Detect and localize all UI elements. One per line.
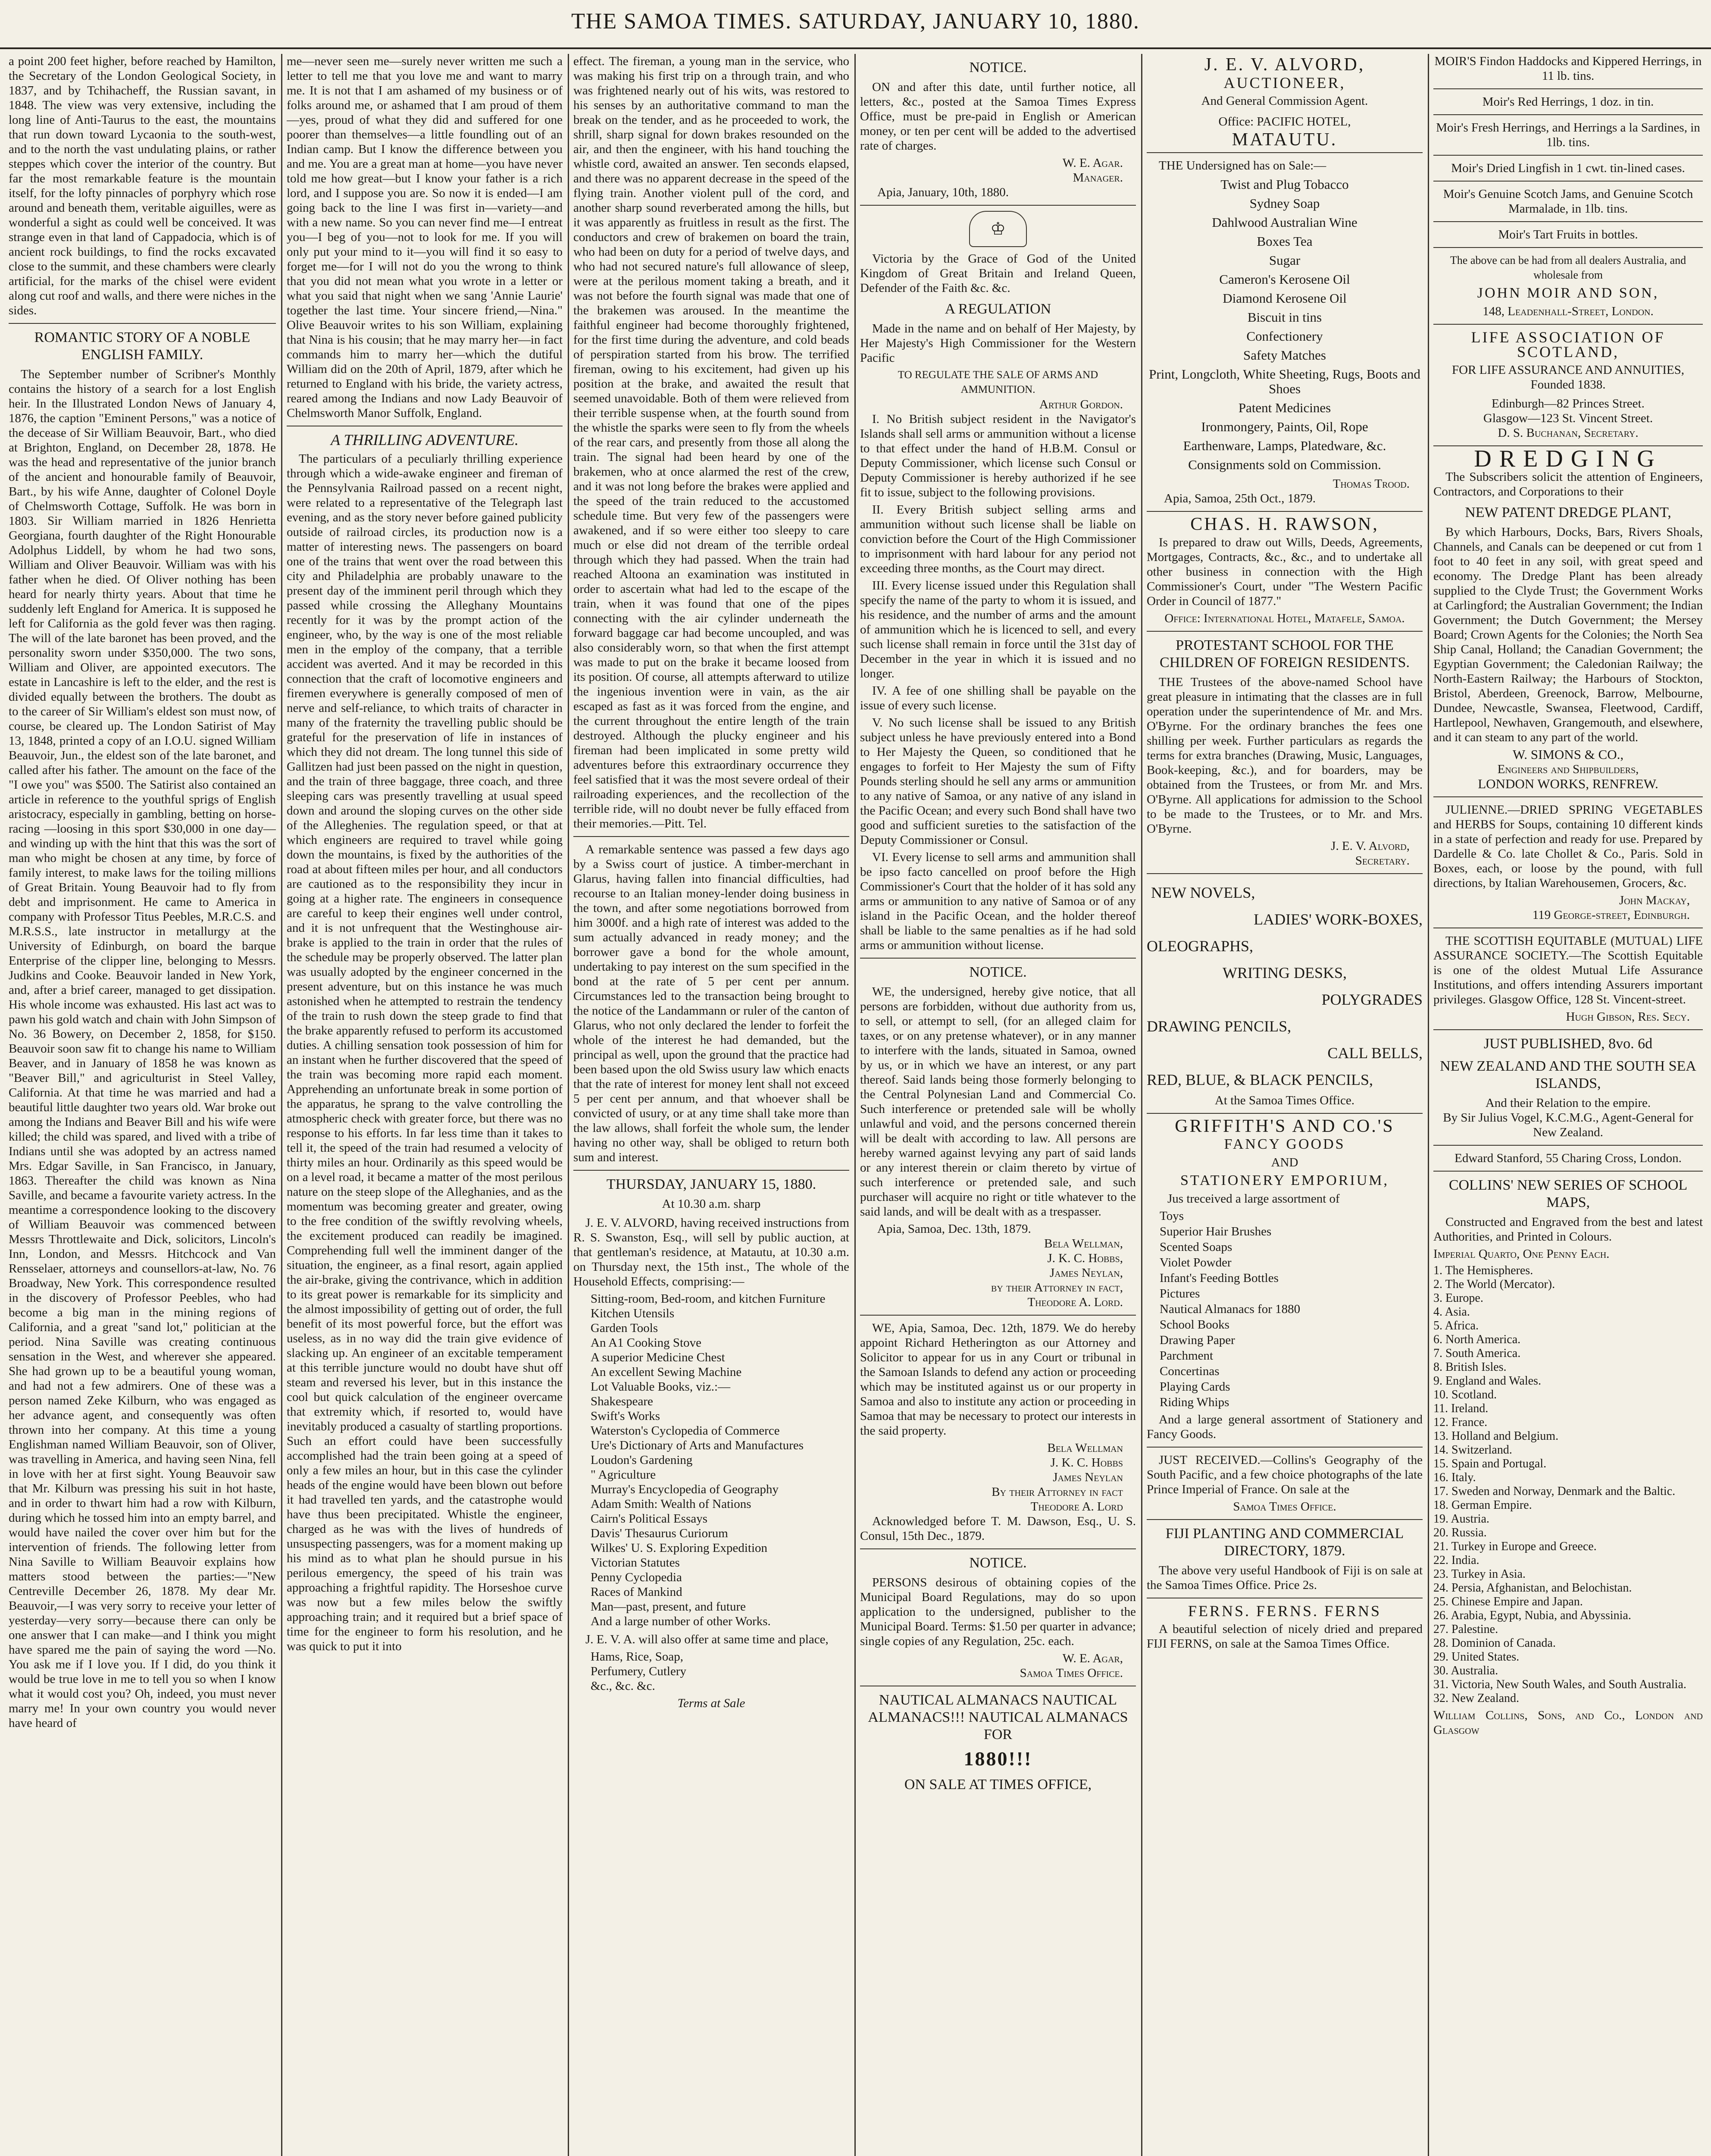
divider [1433,155,1703,156]
auction-item: A superior Medicine Chest [591,1351,725,1364]
trood-item: Print, Longcloth, White Sheeting, Rugs, Boots and Shoes [1149,367,1420,396]
article-paragraph: effect. The fireman, a young man in the service, who was making his first trip on a through train, and who was frightened nearly out of his wits, was restored to his senses by an authoritative command to man the break on the tender, and as he proceeded to work, the shrill, sharp signal for down brakes resounded on the air, and then the engineer, with his hand touching the whistle cord, awaited an answer. Ten seconds elapsed, and there was no apparent decrease in the speed of the flying train. Another violent pull of the cord, and another sharp sound reverberated among the hills, but it was apparently as fruitless in result as the first. The conductors and crew of brakemen on board the train, who had been on duty for a period of twelve days, and who had not secured nature's full allowance of sleep, were at the perilous moment taking a breath, and it was not before the fourth signal was made that one of the brakemen was aroused. In the meantime the faithful engineer had become thoroughly frightened, for the first time during the adventure, and cold beads of perspiration started from his brow. The terrified fireman, owing to his excitement, had given up his position at the brake, and awaited the result that seemed unavoidable. Both of them were relieved from their terrible suspense when, at the fourth sound from the whistle the sparks were seen to fly from the wheels of the rear cars, and presently from those all along the train. The signal had been heard by one of the brakemen, who at once alarmed the rest of the crew, and it was not long before the brakes were applied and the speed of the train reduced to the accustomed schedule time. But very few of the passengers were awakened, and if so were either too sleepy to care much or else did not dream of the terrible ordeal through which they had passed. When the train had reached Altoona an examination was instituted in order to ascertain what had led to the escape of the train, when it was found that one of the pipes connecting with the air cylinder underneath the forward baggage car had become uncoupled, and was also considerably worn, so that when the first attempt was made to put on the brake it became loosed from its position. Of course, all attempts afterward to utilize the ingenious invention were in vain, as the air escaped as fast as it was forced from the engine, and the current throughout the entire length of the train destroyed. Although the plucky engineer and his fireman had been implicated in some pretty wild adventures before this extraordinary occurrence they feel satisfied that it was the most severe ordeal of their railroading experiences, and the recollection of the terrible ride, will no doubt never be fully effaced from their memories.—Pitt. Tel. [573,54,849,830]
griffith-item: Playing Cards [1160,1380,1230,1394]
maps-item: 20. Russia. [1433,1526,1487,1539]
notice-signature: Bela Wellman, [1044,1237,1123,1250]
trood-item: Boxes Tea [1257,234,1313,249]
novels-item: DRAWING PENCILS, [1147,1018,1292,1035]
divider [1433,1029,1703,1030]
school-role: Secretary. [1355,854,1410,868]
moir-item: Moir's Red Herrings, 1 doz. in tin. [1482,95,1654,109]
just-published: JUST PUBLISHED, 8vo. 6d [1483,1036,1653,1052]
divider [1433,1171,1703,1172]
dredging-title: DREDGING [1474,445,1662,472]
ferns-title: FERNS. FERNS. FERNS [1188,1602,1382,1620]
rawson-office: Office: International Hotel, Matafele, Samoa. [1164,611,1405,625]
novels-at: At the Samoa Times Office. [1214,1094,1355,1107]
divider [1147,1113,1423,1114]
royal-coat-of-arms-icon: ♔ [969,211,1027,247]
griffith-sub: FANCY GOODS [1224,1136,1345,1152]
novels-item: POLYGRADES [1321,991,1423,1008]
notice-text: WE, the undersigned, hereby give notice, that all persons are forbidden, without due authority from us, to sell, or attempt to sell, (for an alleged claim for taxes, or on any pretense whatever), or in any manner to interfere with the lands, situated in Samoa, owned by us, or in which we have an interest, or any part thereof. Said lands being those formerly belonging to the Central Polynesian Land and Commercial Co. Such interference or pretended sale will be wholly unlawful and void, and the persons concerned therein will be dealt with according to law. All persons are hereby warned against levying any part of said lands or any interest therein or claim thereto by virtue of such interference or pretended sale, and such purchaser will acquire no right or title whatever to the said lands, and will be dealt with as a trespasser. [860,985,1136,1219]
griffith-item: Parchment [1160,1349,1214,1363]
divider [860,1315,1136,1316]
maps-item: 15. Spain and Portugal. [1433,1457,1547,1470]
griffith-item: Concertinas [1160,1364,1220,1378]
regulation-clause: V. No such license shall be issued to any British subject unless he have previously entered into a Bond to Her Majesty the Queen, so conditioned that he engages to forfeit to Her Majesty the sum of Fifty Pounds sterling should he sell any arms or ammunition to any native of Samoa, or any native of any island in the Pacific Ocean; and every such Bond shall have two good and sufficient sureties to the satisfaction of the Deputy Commissioner or Consul. [860,716,1136,847]
auction-intro: J. E. V. ALVORD, having received instructions from R. S. Swanston, Esq., will sell by public auction, at that gentleman's residence, at Matautu, at 10.30 a.m. on Thursday next, the 15th inst., The whole of the Household Effects, comprising:— [573,1216,849,1288]
alvord-place: MATAUTU. [1232,130,1338,150]
life-title: LIFE ASSOCIATION OF SCOTLAND, [1471,329,1665,360]
moir-address: 148, Leadenhall-Street, London. [1483,304,1654,318]
fiji-title: FIJI PLANTING AND COMMERCIAL DIRECTORY, 1879. [1165,1526,1404,1559]
notice-signature: James Neylan, [1049,1266,1123,1280]
divider [9,323,276,324]
auction-item: Lot Valuable Books, viz.:— [591,1380,731,1394]
griffith-and: AND [1271,1156,1298,1169]
auction-items [573,1291,849,1629]
column-1 [9,54,276,2156]
auction-terms: Terms at Sale [677,1696,745,1710]
stanford-publisher: Edward Stanford, 55 Charing Cross, London. [1455,1151,1682,1165]
novels-item: WRITING DESKS, [1223,964,1347,981]
column-3 [573,54,849,2156]
notice-title: NOTICE. [969,1555,1027,1571]
auction-item: Kitchen Utensils [591,1307,675,1320]
auction-item: Waterston's Cyclopedia of Commerce [591,1424,780,1438]
griffith-intro: Jus treceived a large assortment of [1167,1192,1340,1206]
moir-item: Moir's Genuine Scotch Jams, and Genuine Scotch Marmalade, in 1lb. tins. [1443,187,1693,216]
griffith-outro: And a large general assortment of Stationery and Fancy Goods. [1147,1413,1423,1441]
maps-item: 30. Australia. [1433,1664,1498,1677]
notice-date: Apia, Samoa, Dec. 13th, 1879. [877,1222,1031,1236]
auction-extra-item: Perfumery, Cutlery [591,1664,687,1678]
trood-item: Sydney Soap [1249,196,1320,211]
maps-item: 32. New Zealand. [1433,1692,1520,1705]
divider [573,836,849,837]
just-title: NEW ZEALAND AND THE SOUTH SEA ISLANDS, [1440,1058,1696,1091]
julienne-address: 119 George-street, Edinburgh. [1532,908,1690,922]
alvord-role: AUCTIONEER, [1223,74,1346,91]
divider [1147,152,1423,153]
regulation-signer: Arthur Gordon. [1039,398,1123,411]
regulation-clause: I. No British subject resident in the Navigator's Islands shall sell arms or ammunition without a license to that effect under the hand of H.B.M. Consul or Deputy Commissioner, which license such Consul or Deputy Commissioner is hereby authorized if he see fit to issue, subject to the following provisions. [860,412,1136,499]
maps-item: 4. Asia. [1433,1305,1470,1319]
maps-item: 9. England and Wales. [1433,1374,1541,1388]
julienne-text: JULIENNE.—DRIED SPRING VEGETABLES and HERBS for Soups, containing 10 different kinds in a state of perfection and ready for use. Prepared by Dardelle & Co. late Chollet & Co., Paris. Sold in Boxes, each, or loose by the pound, with full directions, by Italian Warehousemen, Grocers, &c. [1433,803,1703,890]
auction-item: Cairn's Political Essays [591,1512,708,1526]
novels-list [1147,879,1423,1093]
maps-item: 28. Dominion of Canada. [1433,1636,1556,1650]
griffith-item: Toys [1160,1209,1184,1223]
alvord-office: Office: PACIFIC HOTEL, [1218,115,1351,128]
column-rule [1141,54,1142,2156]
masthead: THE SAMOA TIMES. SATURDAY, JANUARY 10, 1880. [0,0,1711,49]
auction-item: Adam Smith: Wealth of Nations [591,1497,751,1511]
griffith-item: School Books [1160,1318,1229,1332]
divider [1433,88,1703,89]
griffith-title: GRIFFITH'S AND CO.'S [1175,1116,1395,1136]
ferns-text: A beautiful selection of nicely dried and prepared FIJI FERNS, on sale at the Samoa Times Office. [1147,1622,1423,1651]
novels-item: OLEOGRAPHS, [1147,937,1254,955]
trood-item: Ironmongery, Paints, Oil, Rope [1201,419,1368,434]
column-4 [860,54,1136,2156]
notice-attorney: Theodore A. Lord [1030,1500,1123,1514]
trood-item: Consignments sold on Commission. [1188,457,1381,472]
divider [1433,114,1703,115]
griffith-sub2: STATIONERY EMPORIUM, [1180,1172,1389,1188]
auction-item: Wilkes' U. S. Exploring Expedition [591,1541,768,1555]
notice-signature: J. K. C. Hobbs [1050,1456,1123,1470]
moir-item: Moir's Dried Lingfish in 1 cwt. tin-lined cases. [1451,161,1685,175]
scottish-text: THE SCOTTISH EQUITABLE (MUTUAL) LIFE ASSURANCE SOCIETY.—The Scottish Equitable is one of the oldest Mutual Life Assurance Institutions, and offers intending Assurers important privileges. Glasgow Office, 128 St. Vincent-street. [1433,934,1703,1006]
school-signature: J. E. V. Alvord, [1331,839,1410,853]
divider [1147,873,1423,874]
divider [1433,181,1703,182]
notice-date: Apia, January, 10th, 1880. [877,185,1009,199]
trood-date: Apia, Samoa, 25th Oct., 1879. [1164,492,1316,505]
article-title: A THRILLING ADVENTURE. [331,431,519,448]
article-title: ROMANTIC STORY OF A NOBLE ENGLISH FAMILY. [34,329,250,363]
simons-address: LONDON WORKS, RENFREW. [1478,776,1658,791]
moir-note: The above can be had from all dealers Australia, and wholesale from [1450,254,1686,281]
almanac-year: 1880!!! [963,1748,1032,1770]
maps-item: 26. Arabia, Egypt, Nubia, and Abyssinia. [1433,1609,1631,1622]
simons-name: W. SIMONS & CO., [1512,747,1624,762]
maps-publisher: William Collins, Sons, and Co., London and Glasgow [1433,1708,1703,1737]
school-text: THE Trustees of the above-named School have great pleasure in intimating that the classes are in full operation under the superintendence of Mr. and Mrs. O'Byrne. For the ordinary branches the fees one shilling per week. Further particulars as regards the terms for extra branches (Drawing, Music, Languages, Book-keeping, &c.), and for boarders, may be obtained from the Trustees, or from Mr. and Mrs. O'Byrne. All applications for admission to the School to be made to the Trustees, or to Mr. and Mrs. O'Byrne. [1147,675,1423,836]
trood-signature: Thomas Trood. [1333,477,1410,491]
moir-item: Moir's Tart Fruits in bottles. [1498,228,1638,241]
maps-item: 31. Victoria, New South Wales, and South Australia. [1433,1678,1686,1691]
collins-at: Samoa Times Office. [1233,1500,1336,1514]
maps-item: 13. Holland and Belgium. [1433,1429,1559,1443]
griffith-item: Violet Powder [1160,1256,1232,1269]
divider [1433,1145,1703,1146]
notice-role: Manager. [1073,171,1123,185]
maps-item: 18. German Empire. [1433,1498,1532,1512]
notice-signature: Samoa Times Office. [1020,1666,1123,1680]
divider [1433,796,1703,797]
auction-item: Ure's Dictionary of Arts and Manufactures [591,1438,804,1452]
notice-attorney: Theodore A. Lord. [1027,1295,1123,1309]
notice-title: NOTICE. [969,964,1027,980]
notice-title: NOTICE. [969,60,1027,75]
scottish-signature: Hugh Gibson, Res. Secy. [1566,1010,1690,1024]
notice-signature: W. E. Agar, [1062,1651,1123,1665]
auction-extra: J. E. V. A. will also offer at same time and place, [585,1633,829,1646]
column-6 [1433,54,1703,2156]
auction-item: Shakespeare [591,1395,653,1408]
auction-item: An excellent Sewing Machine [591,1365,742,1379]
maps-item: 27. Palestine. [1433,1623,1498,1636]
divider [1147,1447,1423,1448]
trood-item: Diamond Kerosene Oil [1223,291,1347,306]
fiji-text: The above very useful Handbook of Fiji is on sale at the Samoa Times Office. Price 2s. [1147,1564,1423,1592]
divider [1433,221,1703,222]
notice-text: PERSONS desirous of obtaining copies of the Municipal Board Regulations, may do so upon application to the undersigned, publisher to the Municipal Board. Terms: $1.50 per quarter in advance; single copies of any Regulation, 25c. each. [860,1576,1136,1648]
maps-item: 19. Austria. [1433,1512,1489,1526]
maps-item: 8. British Isles. [1433,1360,1507,1374]
column-5 [1147,54,1423,2156]
auction-item: " Agriculture [591,1468,656,1482]
auction-item: Loudon's Gardening [591,1453,693,1467]
notice-acknowledged: Acknowledged before T. M. Dawson, Esq., U. S. Consul, 15th Dec., 1879. [860,1514,1136,1543]
auction-item: Swift's Works [591,1409,660,1423]
novels-item: RED, BLUE, & BLACK PENCILS, [1147,1071,1373,1088]
maps-title: COLLINS' NEW SERIES OF SCHOOL MAPS, [1448,1177,1688,1210]
maps-price: Imperial Quarto, One Penny Each. [1433,1247,1610,1261]
auction-date: THURSDAY, JANUARY 15, 1880. [606,1176,816,1192]
maps-item: 1. The Hemispheres. [1433,1264,1533,1277]
article-paragraph: The particulars of a peculiarly thrilling experience through which a wide-awake engineer and fireman of the Pennsylvania Railroad passed on a recent night, were related to a representative of the Telegraph last evening, and as the story never before gained publicity outside of railroad circles, its production now is a matter of interesting news. The passengers on board one of the trains that went over the road between this city and Philadelphia are probably unaware to the present day of the imminent peril through which they passed while crossing the Alleghany Mountains recently for it was by the prompt action of the engineer, who, by the way is one of the most reliable men in the employ of the company, that a terrible accident was averted. And it may be recorded in this connection that the craft of locomotive engineers and firemen everywhere is generally composed of men of nerve and self-reliance, to which traits of character in many of the fraternity the travelling public should be grateful for the preservation of life in instances of which they did not dream. The long tunnel this side of Gallitzen had just been passed on the night in question, and the train of three baggage, three coach, and three sleeping cars was presently travelling at usual speed down and around the sloping curves on the other side of the Alleghenies. The regulation speed, or that at which engineers are required to travel while going down the mountains, is fixed by the authorities of the road at about fifteen miles per hour, and all conductors are cautioned as to the responsibility they incur in going at a higher rate. The engineers in consequence are careful to keep their engines well under control, and it is not unfrequent that the Westinghouse air-brake is applied to the train in order that the rules of the schedule may be properly observed. The latter plan was usually adopted by the engineer concerned in the present adventure, but on this instance he was much astonished when he attempted to restrain the tendency of the train to rush down the steep grade to find that the brake apparently refused to perform its accustomed duties. A chilling sensation took possession of him for an instant when he further discovered that the speed of the train was becoming more rapid each moment. Apprehending an unfortunate break in some portion of the apparatus, he sprang to the valve controlling the atmospheric check with greater force, but there was no response to his efforts. In far less time than it takes to tell it, the speed of the train had resumed a velocity of thirty miles an hour. Ordinarily as this speed would be on a level road, it became a matter of the most perilous nature on the steep slope of the Alleghanies, and as the momentum was becoming greater and greater, owing to the free condition of the swiftly revolving wheels, the excitement produced can readily be imagined. Comprehending full well the imminent danger of the situation, the engineer, as a final resort, again applied the air-brake, giving the contrivance, which in addition to its great power is remarkable for its simplicity and the almost impossibility of getting out of order, the full benefit of its most powerful force, but the effort was useless, as in no way did the train give evidence of slacking up. An engineer of an excitable temperament at this terrible juncture would no doubt have shut off steam and reversed his lever, but in this instance the cool but quick calculation of the engineer overcame that extremity which, if resorted to, would have inevitably produced a casualty of startling proportions. Such an effort could have been successfully accomplished had the train been going at a speed of only a few miles an hour, but in this case the cylinder heads of the engine would have been blown out before it had travelled ten yards, and the catastrophe would have thus been precipitated. Whistle the engineer, charged as he was with the lives of hundreds of unsuspecting passengers, was for a moment making up his mind as to what plan he should pursue in his perilous emergency, the speed of his train was approaching a frightful rapidity. The Horseshoe curve was now but a few miles below the swiftly approaching train; and it required but a brief space of time for the engineer to form his resolution, and he was quick to put it into [287,452,563,1653]
auction-extra-item: &c., &c. &c. [591,1679,655,1693]
griffith-item: Superior Hair Brushes [1160,1225,1272,1238]
griffith-item: Scented Soaps [1160,1240,1232,1254]
maps-item: 6. North America. [1433,1333,1521,1346]
novels-item: NEW NOVELS, [1151,884,1255,901]
divider [1147,1519,1423,1520]
maps-item: 17. Sweden and Norway, Denmark and the Baltic. [1433,1485,1676,1498]
maps-item: 3. Europe. [1433,1291,1483,1305]
simons-role: Engineers and Shipbuilders, [1497,762,1639,776]
auction-item: Victorian Statutes [591,1556,680,1570]
trood-items [1147,177,1423,472]
trood-item: Dahlwood Australian Wine [1212,215,1358,230]
griffith-item: Pictures [1160,1287,1200,1300]
trood-item: Biscuit in tins [1247,310,1322,325]
dredging-text: By which Harbours, Docks, Bars, Rivers Shoals, Channels, and Canals can be deepened or cut from 1 foot to 40 feet in any soil, with great speed and economy. The Dredge Plant has been already supplied to the Clyde Trust; the Government Works at Carlingford; the Australian Government; the Indian Government; the Dutch Government; the Mersey Board; Crown Agents for the Colonies; the North Sea Ship Canal, Holland; the Canadian Government; the Egyptian Government; the Caledonian Railway; the North-Eastern Railway; the Harbours of Stockton, Bristol, Aberdeen, Greenock, Barrow, Melbourne, Dundee, Newcastle, Swansea, Fleetwood, Cardiff, Hartlepool, Newhaven, Grangemouth, and elsewhere, and it can steam to any part of the world. [1433,525,1703,744]
divider [860,205,1136,206]
notice-signature: W. E. Agar. [1062,156,1123,170]
life-address: Glasgow—123 St. Vincent Street. [1483,411,1653,425]
column-rule [568,54,569,2156]
maps-item: 23. Turkey in Asia. [1433,1567,1526,1581]
notice-by: by their Attorney in fact, [991,1281,1123,1294]
royal-proclamation: Victoria by the Grace of God of the United Kingdom of Great Britain and Ireland Queen, Defender of the Faith &c. &c. [860,252,1136,295]
auction-item: Sitting-room, Bed-room, and kitchen Furniture [591,1292,826,1306]
maps-item: 2. The World (Mercator). [1433,1278,1555,1291]
auction-extra-item: Hams, Rice, Soap, [591,1650,684,1664]
notice-signature: J. K. C. Hobbs, [1047,1251,1123,1265]
auction-item: Penny Cyclopedia [591,1570,682,1584]
maps-item: 22. India. [1433,1554,1480,1567]
moir-name: JOHN MOIR AND SON, [1477,285,1659,301]
column-2 [287,54,563,2156]
trood-item: Earthenware, Lamps, Platedware, &c. [1183,438,1386,453]
maps-list [1433,1264,1703,1705]
dredging-sub: NEW PATENT DREDGE PLANT, [1465,505,1671,520]
griffith-item: Riding Whips [1160,1395,1229,1409]
trood-intro: THE Undersigned has on Sale:— [1159,159,1326,172]
article-paragraph: The September number of Scribner's Monthly contains the history of a search for a lost English heir. In the Illustrated London News of January 4, 1876, the caption "Eminent Persons," was a notice of the decease of Sir William Beauvoir, Bart., who died at Brighton, England, on December 28, 1878. He was the head and representative of the junior branch of the ancient and honourable family of Beauvoir, Bart., by his wife Anne, daughter of Colonel Doyle of Chelmsworth Cottage, Suffolk. He was born in 1803. Sir William married in 1826 Henrietta Georgiana, fourth daughter of the Right Honourable Adolphus Liddell, by whom he had two sons, William and Oliver Beauvoir. William was with his father when he died. Of Oliver nothing has been heard for nearly thirty years. About that time he suddenly left England for America. It is supposed he left for California as the gold fever was then raging. The will of the late baronet has been proved, and the personality sworn under $350,000. The two sons, William and Oliver, are appointed executors. The estate in Lancashire is left to the elder, and the rest is divided equally between the brothers. The doubt as to the career of Sir William's eldest son must now, of course, be cleared up. The London Satirist of May 13, 1848, printed a copy of an I.O.U. signed William Beauvoir, Jun., the eldest son of the late baronet, and called after his father. The amount on the face of the "I owe you" was $500. The Satirist also contained an article in reference to the youthful sprigs of English aristocracy, especially in gambling, betting on horse-racing —loosing in this sport $30,000 in one day—and winding up with the hint that this was the sort of man who might be chosen at any time, by force of family interest, to make laws for the toiling millions of Great Britain. Young Beauvoir had to fly from debt and imprisonment. He came to America in company with Professor Titus Peebles, M.R.C.S. and M.R.S.S., late instructor in metallurgy at the University of Edinburgh, on board the barque Enterprise of the clipper line, belonging to Messrs. Judkins and Cooke. Beauvoir landed in New York, and, after a brief career, managed to get dissipation. His whole income was exhausted. His last act was to pawn his gold watch and chain with John Simpson of No. 36 Bowery, on December 2, 1858, for $150. Beauvoir soon saw fit to change his name to William Beaver, and in January of 1858 he was known as "Beaver Bill," and agriculturist in Steel Valley, California. At that time he was married and had a beautiful little daughter two years old. War broke out among the Indians and Beaver Bill and his wife were killed; the child was spared, and lived with a tribe of Indians until she was adopted by an actress named Mrs. Edgar Saville, in San Francisco, in January, 1863. Thereafter the child was known as Nina Saville, and became a favourite variety actress. In the meantime a correspondence looking to the discovery of William Beauvoir was commenced between Messrs Throttlewaite and Dick, solicitors, Lincoln's Inn, London, and Messrs. Hitchcock and Van Rensselaer, attorneys and counsellors-at-law, No. 76 Broadway, New York. This correspondence resulted in the discovery of Professor Peebles, who had become a big man in the mining regions of California, and a great "sand lot," politician at the period. Nina Saville was creating continuous sensation in the West, and wherever she appeared. She had grown up to be a beautiful young woman, and had not a few admirers. One of these was a person named Zeke Kilburn, who was engaged as her advance agent, and consequently was often thrown into her company. At this time a young Englishman named William Beauvoir, son of Oliver, was travelling in America, and having seen Nina, fell in love with her at first sight. Young Beauvoir saw that Mr. Kilburn was pressing his suit in hot haste, and in order to thwart him had a row with Kilburn, during which he tossed him into an empty barrel, and would have nailed the cover over him but for the intervention of friends. The following letter from Nina Saville to William Beauvoir explains how matters stood between the parties:—"New Centreville December 26, 1878. My dear Mr. Beauvoir,—I was very sorry to receive your letter of yesterday—very sorry—because there can only be one answer that I can make—and I think you might have spared me the pain of saying the word —No. You ask me if I love you. If I did, do you think it would be true love in me to tell you so when I know what it would cost you? Oh, indeed, you must never marry me! In your own country you would never have heard of [9,367,276,1730]
notice-by: By their Attorney in fact [992,1485,1123,1499]
auction-item: Garden Tools [591,1321,658,1335]
maps-item: 24. Persia, Afghanistan, and Belochistan. [1433,1581,1632,1595]
julienne-signature: John Mackay, [1619,893,1690,907]
auction-item: An A1 Cooking Stove [591,1336,701,1350]
column-rule [281,54,282,2156]
trood-item: Safety Matches [1243,348,1326,363]
moir-item: Moir's Fresh Herrings, and Herrings a la Sardines, in 1lb. tins. [1436,121,1700,149]
notice-text: ON and after this date, until further notice, all letters, &c., posted at the Samoa Times Express Office, must be pre-paid in English or American money, or ten per cent will be added to the advertised rate of charges. [860,80,1136,153]
divider [573,1170,849,1171]
moir-item: MOIR'S Findon Haddocks and Kippered Herrings, in 11 lb. tins. [1434,54,1702,83]
maps-item: 7. South America. [1433,1347,1521,1360]
divider [860,958,1136,959]
divider [1433,324,1703,325]
maps-item: 5. Africa. [1433,1319,1479,1332]
auction-item: Races of Mankind [591,1585,682,1599]
dredging-text: The Subscribers solicit the attention of Engineers, Contractors, and Corporations to their [1433,470,1703,498]
regulation-subtitle: TO REGULATE THE SALE OF ARMS AND AMMUNITION. [898,369,1098,395]
regulation-clause: VI. Every license to sell arms and ammunition shall be ipso facto cancelled on proof before the High Commissioner's Court that the holder of it has sold any arms or ammunition to any native of Samoa or of any island in the Pacific Ocean, and the holder thereof shall be liable to the same penalties as if he had sold arms or ammunition without license. [860,850,1136,952]
column-rule [854,54,856,2156]
auction-item: Davis' Thesaurus Curiorum [591,1526,728,1540]
trood-item: Twist and Plug Tobacco [1220,177,1349,192]
maps-item: 25. Chinese Empire and Japan. [1433,1595,1583,1608]
maps-item: 11. Ireland. [1433,1402,1489,1415]
just-sub: And their Relation to the empire. [1485,1096,1651,1110]
just-author: By Sir Julius Vogel, K.C.M.G., Agent-General for New Zealand. [1443,1111,1693,1139]
alvord-role2: And General Commission Agent. [1201,94,1368,108]
divider [1147,511,1423,512]
notice-signature: James Neylan [1053,1470,1123,1484]
maps-item: 12. France. [1433,1416,1488,1429]
griffith-item: Drawing Paper [1160,1333,1235,1347]
divider [860,1548,1136,1549]
life-signature: D. S. Buchanan, Secretary. [1498,426,1639,440]
school-title: PROTESTANT SCHOOL FOR THE CHILDREN OF FOREIGN RESIDENTS. [1160,637,1410,671]
article-paragraph: A remarkable sentence was passed a few days ago by a Swiss court of justice. A timber-merchant in Glarus, having fallen into financial difficulties, had recourse to an Italian money-lender doing business in the town, and after some negotiations borrowed from him 3000f. and a high rate of interest was added to the sum actually advanced in ready money; and the borrower gave a bond for the whole amount, undertaking to pay interest on the sum specified in the bond at the rate of 5 per cent per annum. Circumstances led to the transaction being brought to the notice of the Landammann or ruler of the canton of Glarus, who not only declared the lender to forfeit the whole of the interest he had demanded, but the principal as well, upon the ground that the practice had been based upon the old Swiss usury law which enacts that the rate of interest for money lent shall not exceed 5 per cent per annum, and that whoever shall be convicted of usury, or at any time shall take more than the law allows, shall forfeit the whole sum, the lender having no other way, shall be obliged to return both sum and interest. [573,843,849,1164]
auction-item: And a large number of other Works. [591,1614,771,1628]
maps-item: 10. Scotland. [1433,1388,1497,1401]
griffith-item: Infant's Feeding Bottles [1160,1271,1279,1285]
maps-item: 16. Italy. [1433,1471,1476,1484]
life-address: Edinburgh—82 Princes Street. [1492,397,1645,411]
regulation-clause: III. Every license issued under this Regulation shall specify the name of the party to whom it is issued, and his residence, and the number of arms and the amount of ammunition which he is licenced to sell, and every such license shall remain in force until the 31st day of December in the year in which it is issued and no longer. [860,579,1136,680]
collins-text: JUST RECEIVED.—Collins's Geography of the South Pacific, and a few choice photographs of the late Prince Imperial of France. On sale at the [1147,1453,1423,1496]
almanac-heading: NAUTICAL ALMANACS NAUTICAL ALMANACS!!! NAUTICAL ALMANACS FOR [868,1692,1128,1742]
trood-item: Cameron's Kerosene Oil [1219,272,1350,287]
regulation-clause: II. Every British subject selling arms and ammunition without such license shall be liable on conviction before the Court of the High Commissioner to imprisonment with hard labour for any period not exceeding three months, as the Court may direct. [860,503,1136,575]
article-paragraph: a point 200 feet higher, before reached by Hamilton, the Secretary of the London Geological Society, in 1837, and by Tchihacheff, the Russian savant, in 1848. The view was very extensive, including the long line of Anti-Taurus to the east, the mountains that run down toward Lycaonia to the south-west, and to the north the vast undulating plains, or rather steppes which cover the interior of the country. But far the most remarkable feature is the mountain itself, for the lofty pinnacles of porphyry which rose around and beneath them, veritable aiguilles, were as wonderful a sight as could well be conceived. It was strange even in that land of Cappadocia, which is of ancient rock buildings, to find the rocks excavated close to the summit, and these chambers were clearly artificial, for the marks of the chisel were evident along cut roof and walls, and there were niches in the sides. [9,54,276,317]
almanac-sale: ON SALE AT TIMES OFFICE, [904,1777,1092,1792]
alvord-name: J. E. V. ALVORD, [1204,55,1365,75]
maps-item: 14. Switzerland. [1433,1443,1512,1457]
novels-item: LADIES' WORK-BOXES, [1254,911,1423,928]
trood-item: Sugar [1269,253,1301,268]
divider [1433,247,1703,248]
trood-item: Confectionery [1246,329,1323,344]
maps-intro: Constructed and Engraved from the best and latest Authorities, and Printed in Colours. [1433,1215,1703,1244]
griffith-item: Nautical Almanacs for 1880 [1160,1302,1301,1316]
divider [1147,631,1423,632]
auction-item: Murray's Encyclopedia of Geography [591,1482,779,1496]
article-paragraph: me—never seen me—surely never written me such a letter to tell me that you love me and want to marry me. It is not that I am ashamed of my business or of folks around me, or ashamed that I am proud of them—yes, proud of what they did and suffered for one poorer than themselves—a little foundling out of an Indian camp. But I know the difference between you and me. You are a great man at home—you have never told me how great—but I know your father is a rich lord, and I suppose you are. So now it is ended—I am going back to the line I was first in—variety—and with a new name. So you can never find me—I entreat you—I beg of you—not to look for me. If you will only put your mind to it—you will find it so easy to forget me—for I will not do you the wrong to think that you did not mean what you wrote in a letter or what you said that night when we sang 'Annie Laurie' together the last time. Your sincere friend,—Nina." Olive Beauvoir writes to his son William, explaining that Nina is his cousin; that he may marry her—in fact commands him to marry her—which the dutiful William did on the 20th of April, 1879, after which he returned to England with his bride, the variety actress, reared among the Indians and now Lady Beauvoir of Chelmsworth Manor Suffolk, England. [287,54,563,420]
rawson-text: Is prepared to draw out Wills, Deeds, Agreements, Mortgages, Contracts, &c., &c., and to undertake all other business in connection with the High Commissioner's Court, under "The Western Pacific Order in Council of 1877." [1147,536,1423,608]
novels-item: CALL BELLS, [1327,1044,1423,1062]
column-rule [1428,54,1429,2156]
rawson-title: CHAS. H. RAWSON, [1190,514,1379,534]
regulation-made: Made in the name and on behalf of Her Majesty, by Her Majesty's High Commissioner for the Western Pacific [860,322,1136,365]
maps-item: 21. Turkey in Europe and Greece. [1433,1540,1597,1553]
trood-item: Patent Medicines [1238,400,1331,415]
auction-item: Man—past, present, and future [591,1600,746,1614]
auction-time: At 10.30 a.m. sharp [662,1197,761,1211]
regulation-clause: IV. A fee of one shilling shall be payable on the issue of every such license. [860,684,1136,712]
maps-item: 29. United States. [1433,1650,1520,1664]
life-sub: FOR LIFE ASSURANCE AND ANNUITIES, Founded 1838. [1452,363,1684,392]
regulation-title: A REGULATION [945,301,1051,317]
notice-signature: Bela Wellman [1047,1441,1123,1455]
griffith-items [1147,1209,1423,1410]
notice-text: WE, Apia, Samoa, Dec. 12th, 1879. We do hereby appoint Richard Hetherington as our Attorney and Solicitor to appear for us in any Court or tribunal in the Samoan Islands to defend any action or proceeding which may be instituted against us or our property in Samoa and also to institute any action or proceeding in Samoa that may be necessary to protect our interests in the said property. [860,1321,1136,1438]
